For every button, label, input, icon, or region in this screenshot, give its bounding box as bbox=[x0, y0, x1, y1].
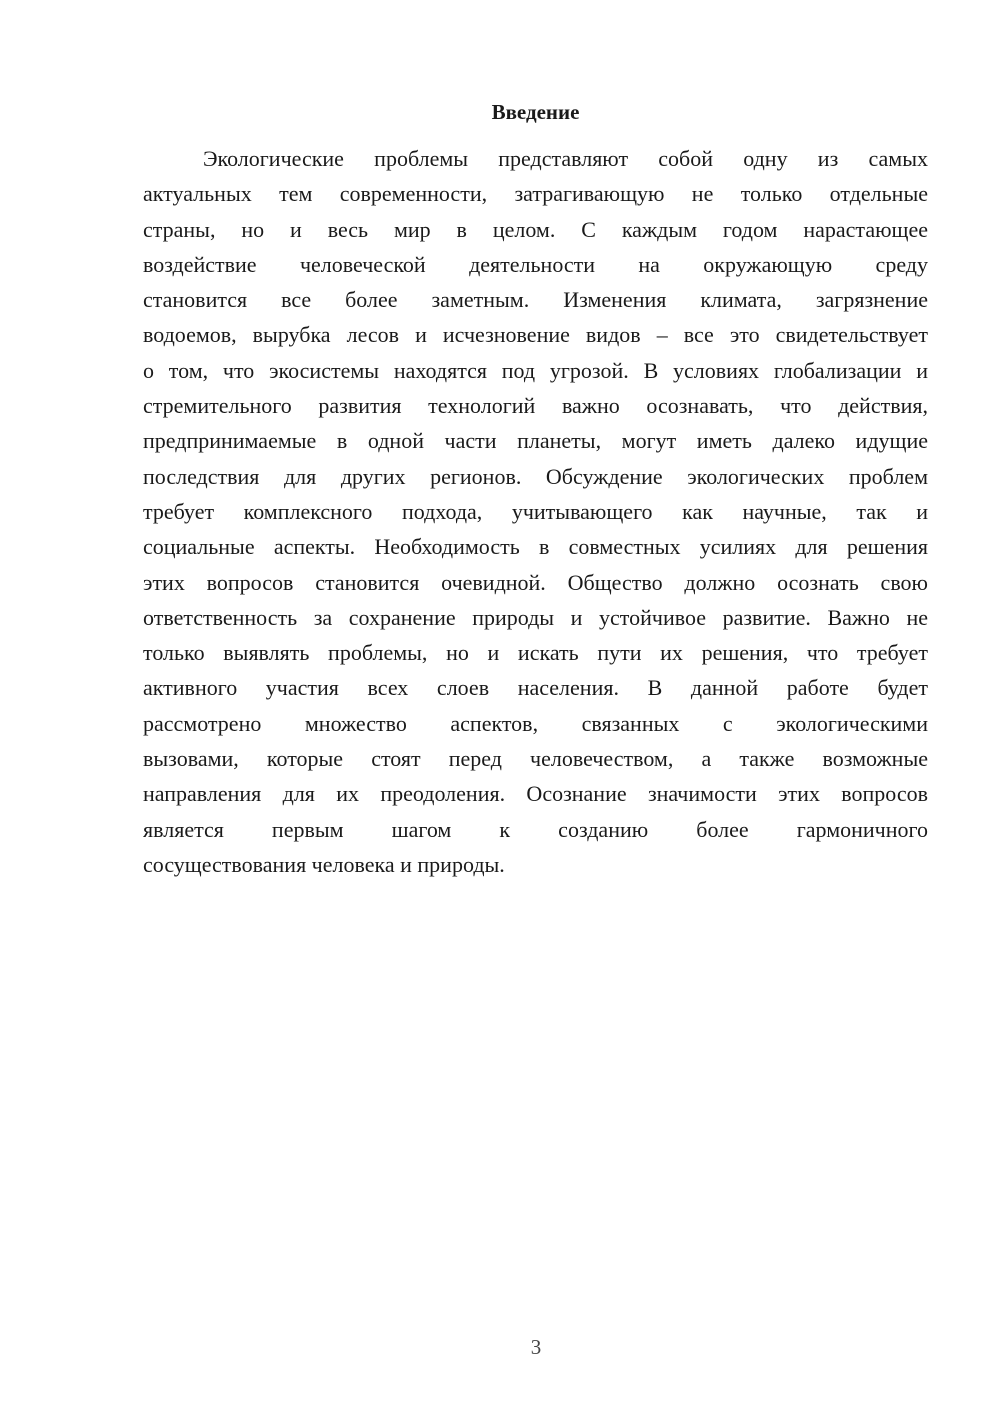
paragraph-line: водоемов, вырубка лесов и исчезновение видов – все это свидетельствует bbox=[143, 322, 928, 348]
paragraph-line: ответственность за сохранение природы и устойчивое развитие. Важно не bbox=[143, 604, 928, 630]
section-heading: Введение bbox=[491, 100, 580, 124]
paragraph-line: страны, но и весь мир в целом. С каждым годом нарастающее bbox=[143, 216, 928, 242]
paragraph-line: последствия для других регионов. Обсуждение экологических проблем bbox=[143, 463, 928, 489]
paragraph-line: стремительного развития технологий важно осознавать, что действия, bbox=[143, 393, 928, 419]
paragraph-line: социальные аспекты. Необходимость в совместных усилиях для решения bbox=[143, 534, 928, 560]
paragraph-line: Экологические проблемы представляют собой одну из самых bbox=[203, 146, 928, 171]
paragraph-line: актуальных тем современности, затрагивающую не только отдельные bbox=[143, 181, 928, 207]
paragraph-line: активного участия всех слоев населения. В данной работе будет bbox=[143, 675, 928, 701]
paragraph-line: предпринимаемые в одной части планеты, могут иметь далеко идущие bbox=[143, 428, 928, 454]
paragraph-line: воздействие человеческой деятельности на окружающую среду bbox=[143, 251, 928, 277]
paragraph-line: является первым шагом к созданию более гармоничного bbox=[143, 816, 928, 842]
paragraph-line: о том, что экосистемы находятся под угрозой. В условиях глобализации и bbox=[143, 357, 928, 383]
paragraph-line: сосуществования человека и природы. bbox=[143, 851, 505, 877]
intro-paragraph bbox=[143, 141, 928, 882]
paragraph-line: требует комплексного подхода, учитывающего как научные, так и bbox=[143, 498, 928, 524]
paragraph-line: направления для их преодоления. Осознание значимости этих вопросов bbox=[143, 781, 928, 807]
paragraph-line: рассмотрено множество аспектов, связанных с экологическими bbox=[143, 710, 928, 736]
paragraph-line: только выявлять проблемы, но и искать пути их решения, что требует bbox=[143, 640, 928, 666]
page-number: 3 bbox=[530, 1335, 542, 1359]
paragraph-line: становится все более заметным. Изменения климата, загрязнение bbox=[143, 287, 928, 313]
paragraph-line: этих вопросов становится очевидной. Общество должно осознать свою bbox=[143, 569, 928, 595]
paragraph-line: вызовами, которые стоят перед человечеством, а также возможные bbox=[143, 746, 928, 772]
